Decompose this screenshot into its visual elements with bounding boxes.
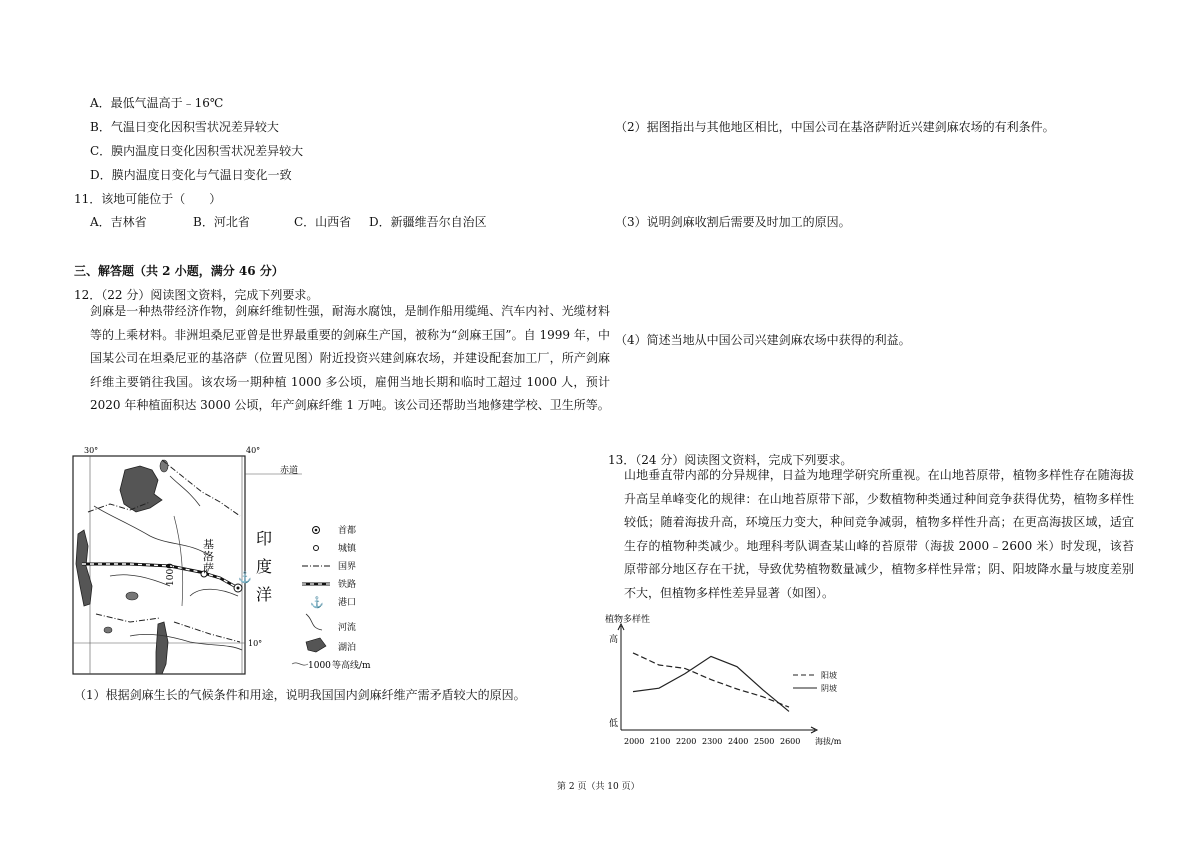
map-figure	[70, 446, 371, 676]
kilosa-label-2: 洛	[203, 550, 214, 563]
ocean-label-2: 度	[256, 557, 273, 576]
q12-sub1: （1）根据剑麻生长的气候条件和用途，说明我国国内剑麻纤维产需矛盾较大的原因。	[74, 688, 526, 702]
x-tick-label: 2500	[754, 737, 775, 746]
q13-body: 山地垂直带内部的分异规律，日益为地理学研究所重视。在山地苔原带，植物多样性存在随海拔升高呈单峰变化的规律：在山地苔原带下部，少数植物种类通过种间竞争获得优势，植物多样性较低；随着海拔升高，环境压力变大，种间竞争减弱，植物多样性升高；在更高海拔区域，适宜生存的植物种类减少。地理科考队调查某山峰的苔原带（海拔 2000﹣2600 米）时发现，该苔原带部分地区存在干扰，导致优势植物数量减少，植物多样性异常；阴、阳坡降水量与坡度差别不大，但植物多样性差异显著（如图）。	[624, 468, 1134, 600]
q12-body: 剑麻是一种热带经济作物，剑麻纤维韧性强，耐海水腐蚀，是制作船用缆绳、汽车内衬、光缆材料等的上乘材料。非洲坦桑尼亚曾是世界最重要的剑麻生产国，被称为“剑麻王国”。自 1999 年，中国某公司在坦桑尼亚的基洛萨（位置见图）附近投资兴建剑麻农场，并建设配套加工厂，所产剑麻纤维主要销往我国。该农场一期种植 1000 多公顷，雇佣当地长期和临时工超过 1000 人，预计 2020 年种植面积达 3000 公顷，年产剑麻纤维 1 万吨。该公司还帮助当地修建学校、卫生所等。	[90, 304, 610, 412]
kilosa-label-1: 基	[203, 538, 214, 551]
lon-40: 40°	[246, 446, 261, 455]
legend-shady: 阴坡	[821, 684, 837, 693]
q11-option-d: D．新疆维吾尔自治区	[369, 215, 487, 229]
map-legend	[292, 524, 371, 671]
x-tick-label: 2100	[650, 737, 671, 746]
chart-legend	[793, 670, 837, 693]
q11-option-a: A．吉林省	[90, 215, 147, 229]
diversity-chart	[603, 612, 873, 752]
legend-railway: 铁路	[338, 580, 357, 590]
chart-svg	[603, 612, 873, 752]
lake-tanganyika	[76, 530, 92, 606]
lake-malawi	[156, 622, 168, 674]
legend-lake: 湖泊	[338, 643, 357, 653]
series-line-sunny	[633, 653, 789, 707]
legend-town: 城镇	[338, 544, 357, 554]
kilosa-label-3: 萨	[203, 562, 214, 575]
q12-stem: 12．（22 分）阅读图文资料，完成下列要求。	[74, 288, 319, 302]
q10-option-a: A．最低气温高于﹣16℃	[90, 96, 224, 110]
legend-capital: 首都	[338, 526, 357, 536]
q10-option-c: C．膜内温度日变化因积雪状况差异较大	[90, 144, 304, 158]
q10-option-b: B．气温日变化因积雪状况差异较大	[90, 120, 279, 134]
x-tick-label: 2000	[624, 737, 645, 746]
section-title: 三、解答题（共 2 小题，满分 46 分）	[74, 264, 284, 278]
q11-option-b: B．河北省	[193, 215, 250, 229]
chart-y-high: 高	[609, 635, 619, 645]
map-svg	[70, 446, 371, 676]
ocean-label-1: 印	[256, 529, 273, 548]
anchor-icon: ⚓	[238, 571, 252, 584]
x-tick-label: 2300	[702, 737, 723, 746]
lat-10: 10°	[248, 639, 263, 648]
q12-sub3: （3）说明剑麻收割后需要及时加工的原因。	[615, 215, 851, 229]
legend-contour-value: 1000	[308, 661, 331, 671]
legend-river: 河流	[338, 623, 357, 633]
x-tick-label: 2600	[780, 737, 801, 746]
chart-y-low: 低	[609, 719, 619, 729]
q11-option-c: C．山西省	[294, 215, 352, 229]
q11-stem: 11．该地可能位于（ ）	[74, 192, 222, 206]
q13-stem: 13．（24 分）阅读图文资料，完成下列要求。	[608, 453, 853, 467]
equator-label: 赤道	[280, 466, 299, 476]
legend-sunny: 阳坡	[821, 671, 837, 680]
contour-label: 1000	[166, 563, 176, 586]
legend-port: 港口	[338, 598, 357, 608]
x-tick-label: 2200	[676, 737, 697, 746]
lon-30: 30°	[84, 446, 99, 455]
chart-ylabel: 植物多样性	[605, 615, 651, 625]
q12-sub4: （4）简述当地从中国公司兴建剑麻农场中获得的利益。	[615, 333, 911, 347]
q12-sub2: （2）据图指出与其他地区相比，中国公司在基洛萨附近兴建剑麻农场的有利条件。	[615, 120, 1055, 134]
ocean-label-3: 洋	[256, 585, 273, 604]
page-footer: 第 2 页（共 10 页）	[557, 782, 640, 792]
q10-option-d: D．膜内温度日变化与气温日变化一致	[90, 168, 292, 182]
chart-xlabel: 海拔/m	[815, 737, 842, 746]
x-tick-label: 2400	[728, 737, 749, 746]
legend-anchor-icon: ⚓	[310, 596, 324, 609]
legend-border: 国界	[338, 562, 357, 572]
legend-contour: 等高线/m	[332, 661, 371, 671]
series-line-shady	[633, 656, 789, 711]
